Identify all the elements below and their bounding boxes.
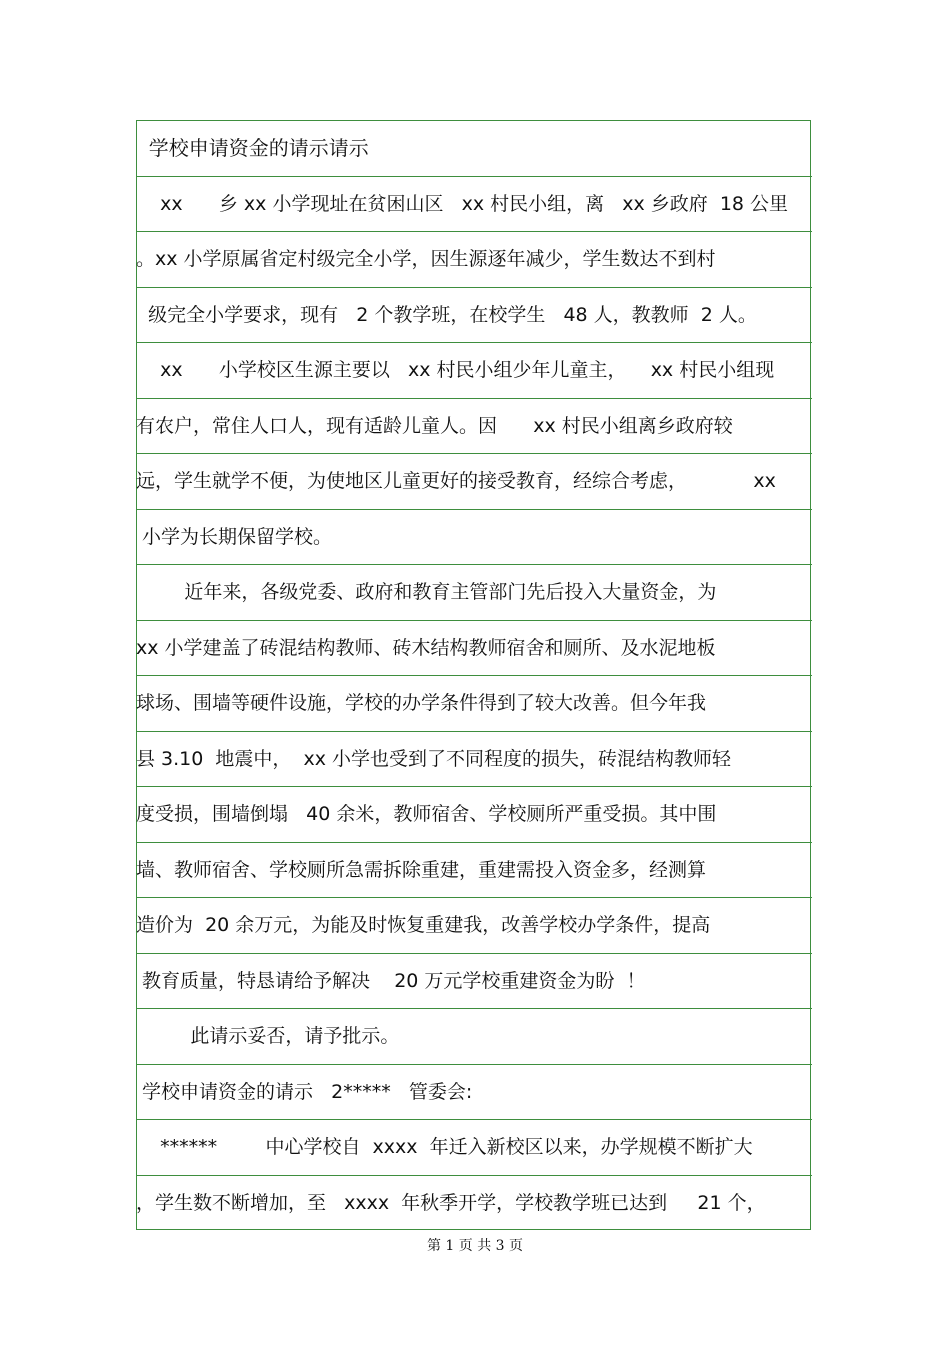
text-line: 球场、围墙等硬件设施，学校的办学条件得到了较大改善。但今年我 bbox=[136, 692, 707, 714]
text-line: xx 小学建盖了砖混结构教师、砖木结构教师宿舍和厕所、及水泥地板 bbox=[136, 636, 716, 659]
document-title: 学校申请资金的请示请示 bbox=[136, 136, 369, 160]
text-line: 学校申请资金的请示 2***** 管委会: bbox=[136, 1080, 473, 1103]
text-line: 。xx 小学原属省定村级完全小学，因生源逐年减少，学生数达不到村 bbox=[136, 248, 716, 270]
text-line: 墙、教师宿舍、学校厕所急需拆除重建，重建需投入资金多，经测算 bbox=[136, 858, 707, 881]
text-line: ****** 中心学校自 xxxx 年迁入新校区以来，办学规模不断扩大 bbox=[136, 1136, 753, 1158]
text-line: 县 3.10 地震中， xx 小学也受到了不同程度的损失，砖混结构教师轻 bbox=[136, 747, 732, 770]
text-line: 教育质量，特恳请给予解决 20 万元学校重建资金为盼 ！ bbox=[136, 969, 646, 992]
text-line: xx 小学校区生源主要以 xx 村民小组少年儿童主， xx 村民小组现 bbox=[136, 359, 775, 381]
text-line: xx 乡 xx 小学现址在贫困山区 xx 村民小组，离 xx 乡政府 18 公里 bbox=[136, 192, 789, 215]
page-number: 第 1 页 共 3 页 bbox=[426, 1238, 524, 1254]
text-line: ，学生数不断增加，至 xxxx 年秋季开学，学校教学班已达到 21 个， bbox=[136, 1191, 766, 1214]
text-line: 远，学生就学不便，为使地区儿童更好的接受教育，经综合考虑， xx bbox=[136, 470, 776, 492]
text-line: 此请示妥否，请予批示。 bbox=[136, 1025, 400, 1047]
text-line: 小学为长期保留学校。 bbox=[136, 525, 333, 548]
text-line: 近年来，各级党委、政府和教育主管部门先后投入大量资金，为 bbox=[136, 581, 717, 603]
text-line: 度受损，围墙倒塌 40 余米，教师宿舍、学校厕所严重受损。其中围 bbox=[136, 803, 717, 825]
text-line: 级完全小学要求，现有 2 个教学班，在校学生 48 人，教教师 2 人。 bbox=[136, 303, 757, 326]
text-line: 有农户，常住人口人，现有适龄儿童人。因 xx 村民小组离乡政府较 bbox=[136, 414, 733, 437]
text-line: 造价为 20 余万元，为能及时恢复重建我，改善学校办学条件，提高 bbox=[136, 914, 711, 936]
